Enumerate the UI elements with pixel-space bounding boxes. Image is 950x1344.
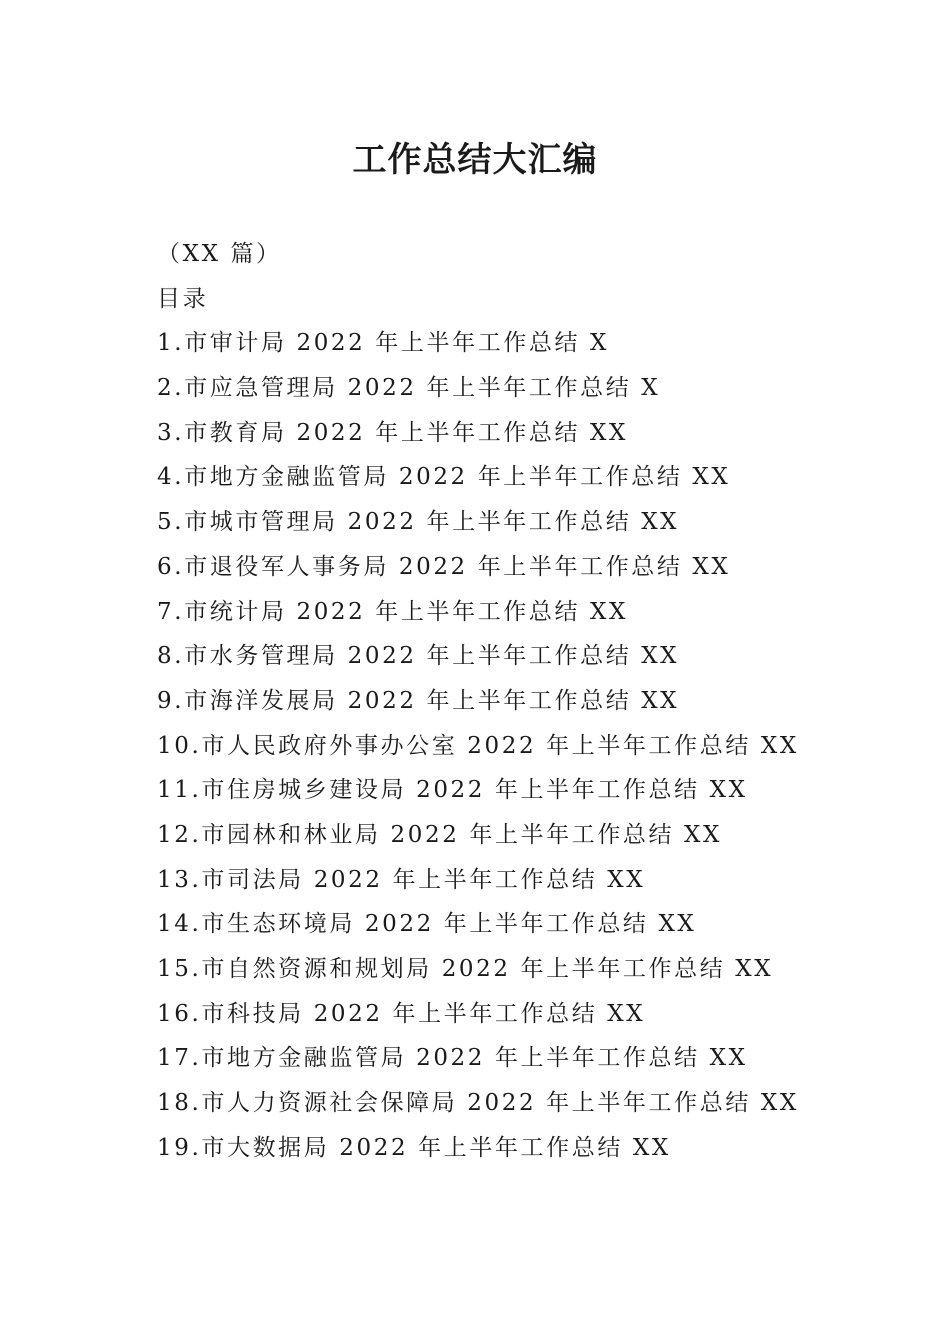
toc-item: 11.市住房城乡建设局 2022 年上半年工作总结 XX [157, 777, 748, 804]
toc-item: 10.市人民政府外事办公室 2022 年上半年工作总结 XX [157, 732, 799, 759]
toc-item: 4.市地方金融监管局 2022 年上半年工作总结 XX [157, 464, 731, 491]
count-note: （XX 篇） [157, 241, 282, 267]
toc-item: 2.市应急管理局 2022 年上半年工作总结 X [157, 375, 661, 402]
toc-item: 6.市退役军人事务局 2022 年上半年工作总结 XX [157, 553, 731, 580]
document-body [157, 232, 897, 1170]
toc-item: 1.市审计局 2022 年上半年工作总结 X [157, 330, 609, 357]
toc-item: 5.市城市管理局 2022 年上半年工作总结 XX [157, 509, 680, 536]
toc-item: 12.市园林和林业局 2022 年上半年工作总结 XX [157, 821, 722, 848]
toc-item: 18.市人力资源社会保障局 2022 年上半年工作总结 XX [157, 1090, 799, 1117]
toc-item: 9.市海洋发展局 2022 年上半年工作总结 XX [157, 687, 680, 714]
toc-item: 13.市司法局 2022 年上半年工作总结 XX [157, 866, 646, 893]
toc-item: 3.市教育局 2022 年上半年工作总结 XX [157, 419, 628, 446]
toc-heading: 目录 [157, 285, 209, 312]
document-title: 工作总结大汇编 [352, 140, 598, 180]
toc-item: 15.市自然资源和规划局 2022 年上半年工作总结 XX [157, 956, 774, 982]
toc-item: 19.市大数据局 2022 年上半年工作总结 XX [157, 1134, 671, 1161]
toc-item: 16.市科技局 2022 年上半年工作总结 XX [157, 1000, 646, 1027]
toc-item: 7.市统计局 2022 年上半年工作总结 XX [157, 598, 628, 625]
table-of-contents [157, 321, 897, 1170]
toc-item: 17.市地方金融监管局 2022 年上半年工作总结 XX [157, 1045, 748, 1072]
toc-item: 8.市水务管理局 2022 年上半年工作总结 XX [157, 643, 680, 670]
toc-item: 14.市生态环境局 2022 年上半年工作总结 XX [157, 911, 697, 938]
